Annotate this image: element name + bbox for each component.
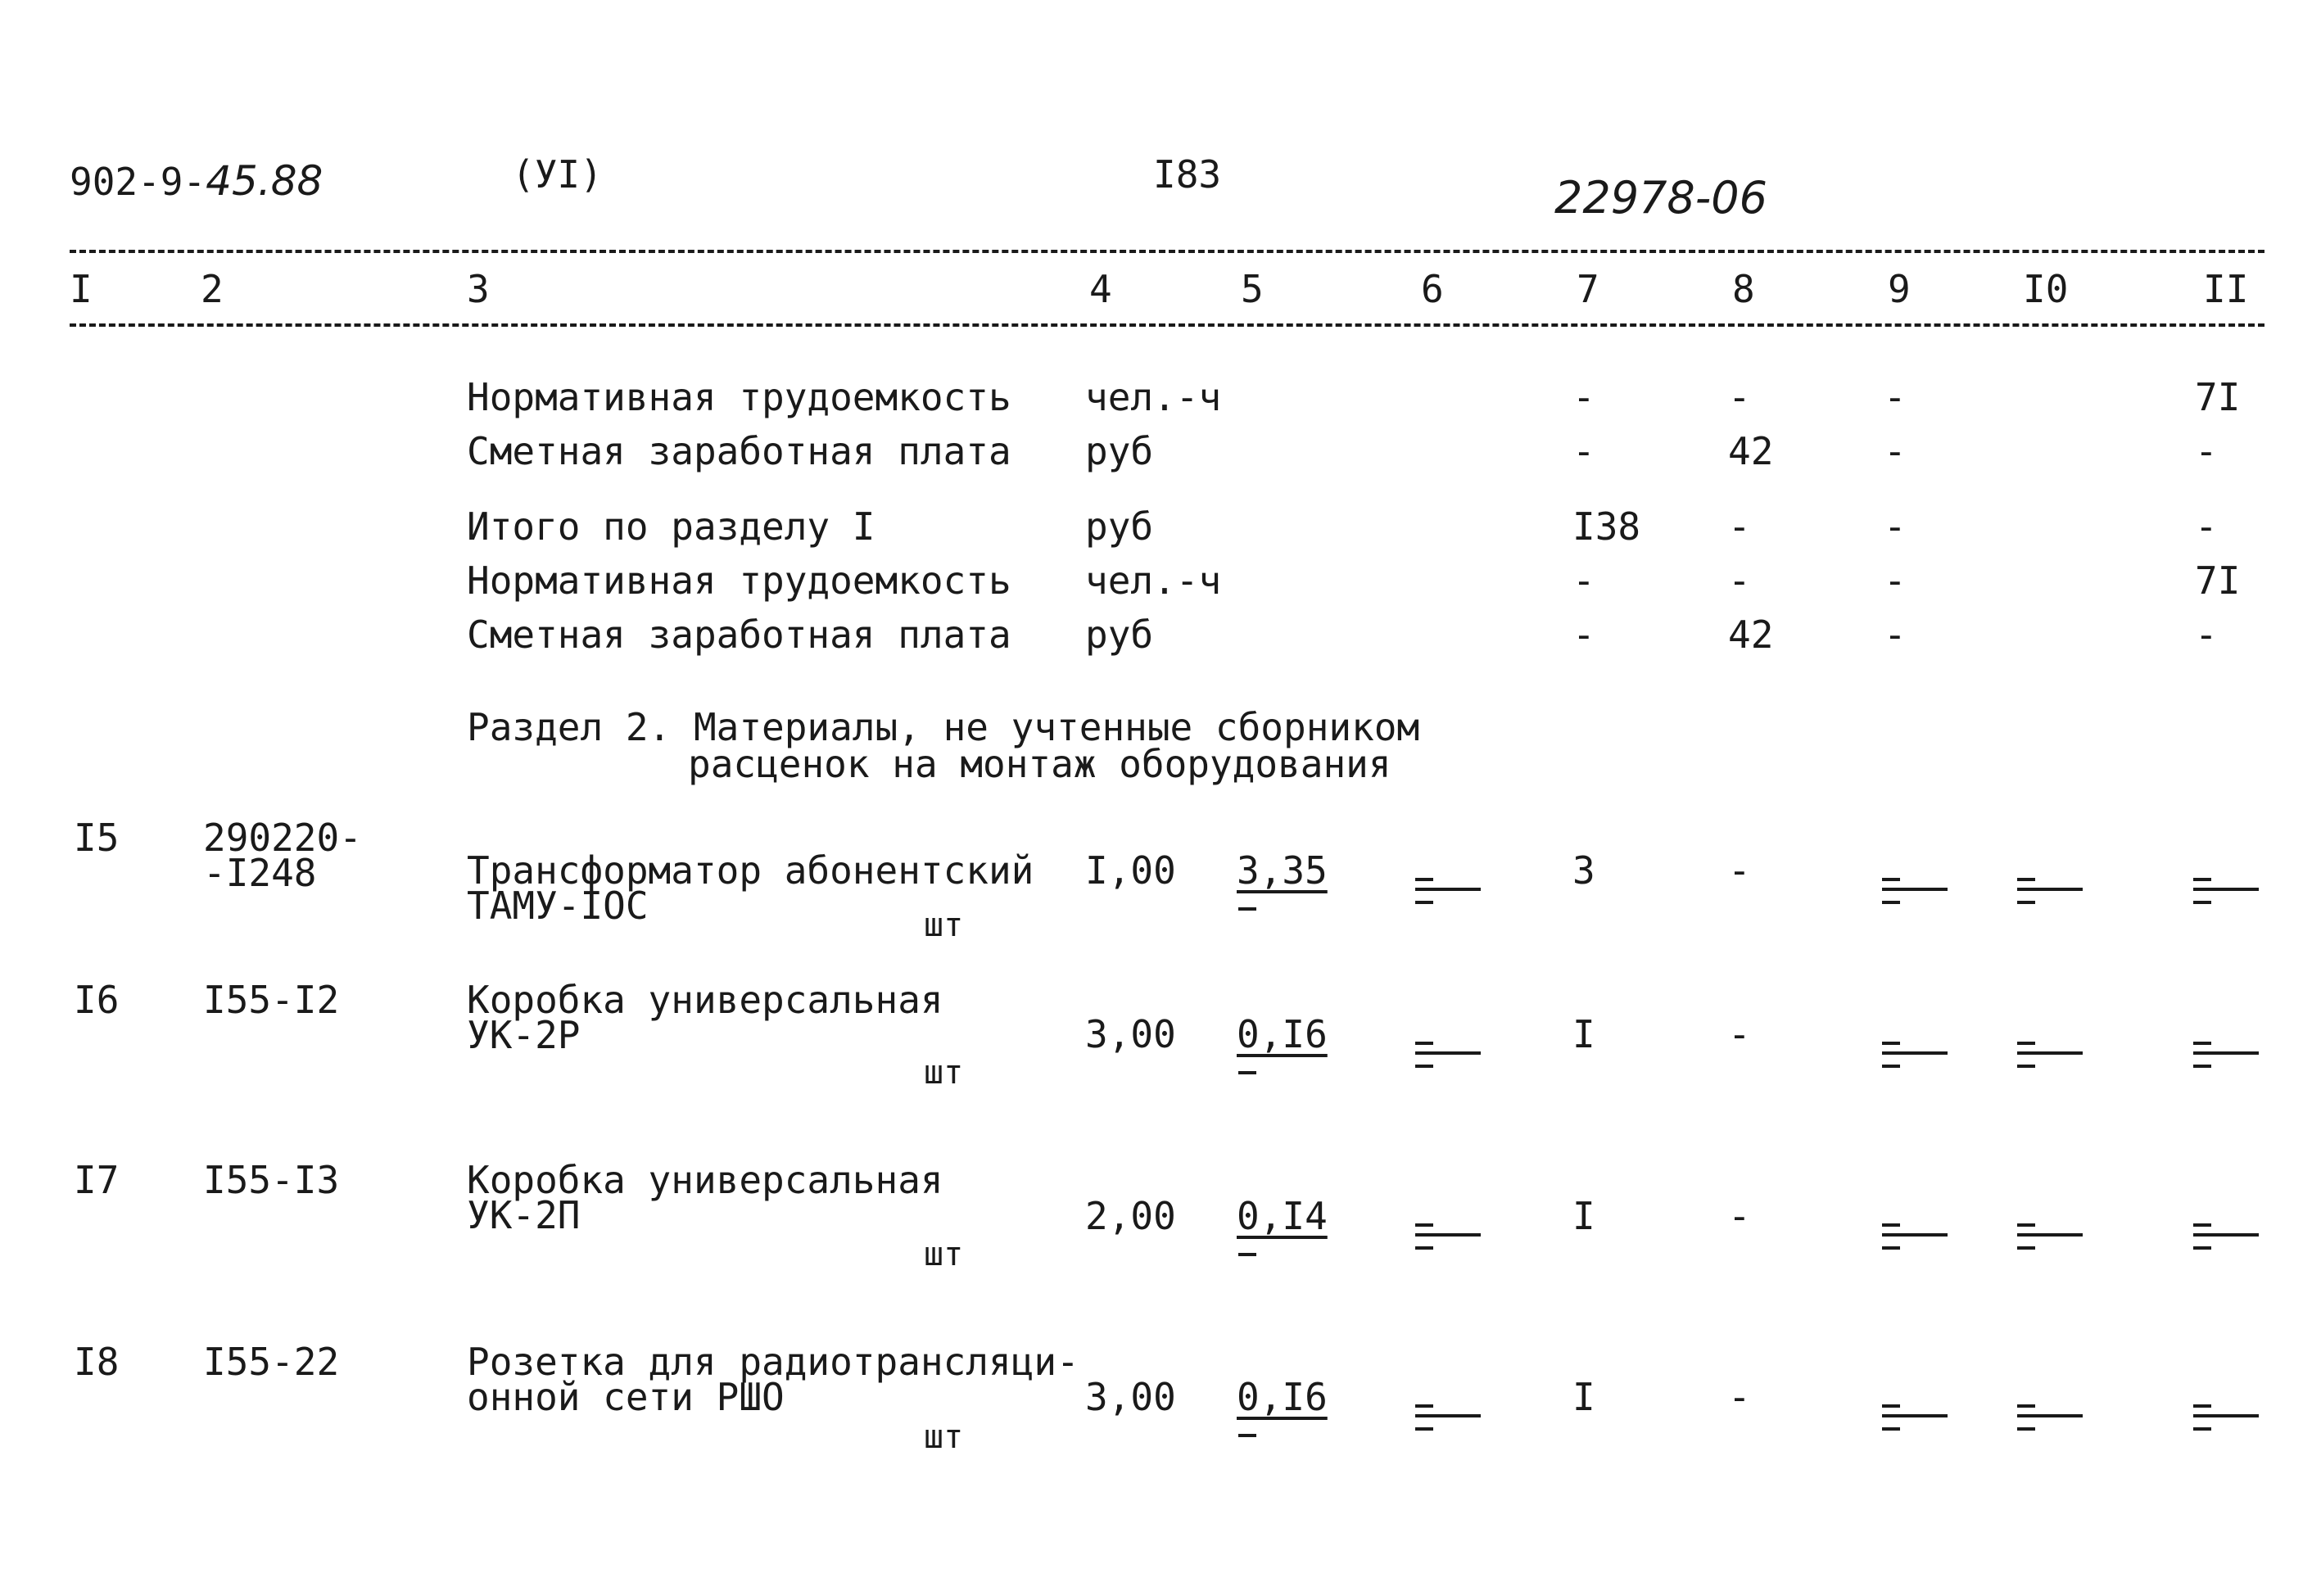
summary-col7: I38 [1572,504,1641,549]
item-col7: I [1572,1012,1595,1056]
item-quantity: 2,00 [1085,1194,1176,1238]
col-header-5: 5 [1241,267,1264,311]
dash-mark-col6 [1415,1223,1481,1261]
dash-mark-col11 [2193,1042,2259,1079]
item-name-cont: УК-2П [467,1193,581,1237]
item-unit: шт [924,1236,964,1273]
col-header-4: 4 [1089,267,1112,311]
item-name: Коробка универсальная [467,978,943,1022]
summary-col9: - [1884,613,1907,657]
item-name: Коробка универсальная [467,1158,943,1202]
summary-unit: руб [1085,504,1154,549]
summary-col11: - [2195,429,2218,473]
summary-col9: - [1884,375,1907,419]
col-header-10: I0 [2023,267,2069,311]
item-col7: I [1572,1375,1595,1419]
item-col8: - [1728,1375,1751,1419]
summary-col8: 42 [1728,429,1774,473]
summary-col9: - [1884,558,1907,603]
item-code: 290220- [203,816,362,860]
summary-col8: - [1728,558,1751,603]
summary-name: Сметная заработная плата [467,613,1011,657]
dash-mark-col10 [2017,878,2083,916]
item-price: 0,I6 [1237,1012,1328,1056]
section-mark: (УI) [512,152,603,197]
item-number: I5 [74,816,120,860]
col-header-9: 9 [1888,267,1911,311]
dash-mark-col11 [2193,878,2259,916]
item-col8: - [1728,1012,1751,1056]
item-price: 3,35 [1237,848,1328,893]
item-price-dash-mark [1238,1434,1256,1437]
item-name-cont: ТАМУ-IОС [467,884,649,928]
item-col7: I [1572,1194,1595,1238]
item-price: 0,I6 [1237,1375,1328,1419]
item-number: I6 [74,978,120,1022]
item-price: 0,I4 [1237,1194,1328,1238]
item-price-dash-mark [1238,1253,1256,1256]
doc-code [70,157,323,205]
item-unit: шт [924,1418,964,1456]
col-header-2: 2 [201,267,224,311]
col-header-8: 8 [1732,267,1755,311]
item-quantity: I,00 [1085,848,1176,893]
item-price-dash-mark [1238,1071,1256,1074]
summary-col7: - [1572,558,1595,603]
inventory-number: 22978-06 [1554,172,1767,224]
summary-col8: 42 [1728,613,1774,657]
col-header-6: 6 [1421,267,1444,311]
dash-mark-col9 [1882,1042,1948,1079]
summary-col7: - [1572,429,1595,473]
col-header-3: 3 [467,267,490,311]
col-header-7: 7 [1577,267,1599,311]
summary-unit: чел.-ч [1085,375,1222,419]
header-rule-top [70,250,2264,253]
item-code: I55-22 [203,1340,340,1384]
summary-name: Нормативная трудоемкость [467,558,1011,603]
header-rule-bottom [70,323,2264,327]
item-name-cont: онной сети РШО [467,1375,785,1419]
summary-unit: руб [1085,613,1154,657]
summary-col11: - [2195,613,2218,657]
dash-mark-col10 [2017,1404,2083,1442]
col-header-11: II [2203,267,2249,311]
item-number: I7 [74,1158,120,1202]
dash-mark-col11 [2193,1223,2259,1261]
page-number: I83 [1153,152,1222,197]
item-code: I55-I3 [203,1158,340,1202]
dash-mark-col10 [2017,1223,2083,1261]
summary-col8: - [1728,375,1751,419]
summary-col8: - [1728,504,1751,549]
item-col8: - [1728,1194,1751,1238]
item-name: Розетка для радиотрансляци- [467,1340,1079,1384]
summary-name: Нормативная трудоемкость [467,375,1011,419]
summary-col11: 7I [2195,558,2241,603]
doc-code-handwritten: 45.88 [206,157,323,205]
item-name-cont: УК-2Р [467,1013,581,1057]
summary-col7: - [1572,613,1595,657]
dash-mark-col9 [1882,1404,1948,1442]
summary-name: Сметная заработная плата [467,429,1011,473]
item-price-dash-mark [1238,907,1256,911]
dash-mark-col10 [2017,1042,2083,1079]
dash-mark-col6 [1415,1042,1481,1079]
summary-unit: чел.-ч [1085,558,1222,603]
summary-col11: 7I [2195,375,2241,419]
summary-name: Итого по разделу I [467,504,875,549]
section-2-title-line2: расценок на монтаж оборудования [688,742,1391,786]
item-unit: шт [924,907,964,944]
doc-code-printed: 902-9- [70,160,206,204]
item-col8: - [1728,848,1751,893]
summary-col9: - [1884,504,1907,549]
col-header-1: I [70,267,93,311]
summary-unit: руб [1085,429,1154,473]
dash-mark-col11 [2193,1404,2259,1442]
item-number: I8 [74,1340,120,1384]
item-code: I55-I2 [203,978,340,1022]
dash-mark-col9 [1882,878,1948,916]
item-code-cont: -I248 [203,851,317,895]
item-quantity: 3,00 [1085,1012,1176,1056]
dash-mark-col9 [1882,1223,1948,1261]
dash-mark-col6 [1415,1404,1481,1442]
section-2-title-line1: Раздел 2. Материалы, не учтенные сборником [467,705,1420,749]
item-col7: 3 [1572,848,1595,893]
item-name: Трансформатор абонентский [467,848,1034,893]
dash-mark-col6 [1415,878,1481,916]
item-unit: шт [924,1054,964,1092]
summary-col9: - [1884,429,1907,473]
summary-col11: - [2195,504,2218,549]
item-quantity: 3,00 [1085,1375,1176,1419]
summary-col7: - [1572,375,1595,419]
